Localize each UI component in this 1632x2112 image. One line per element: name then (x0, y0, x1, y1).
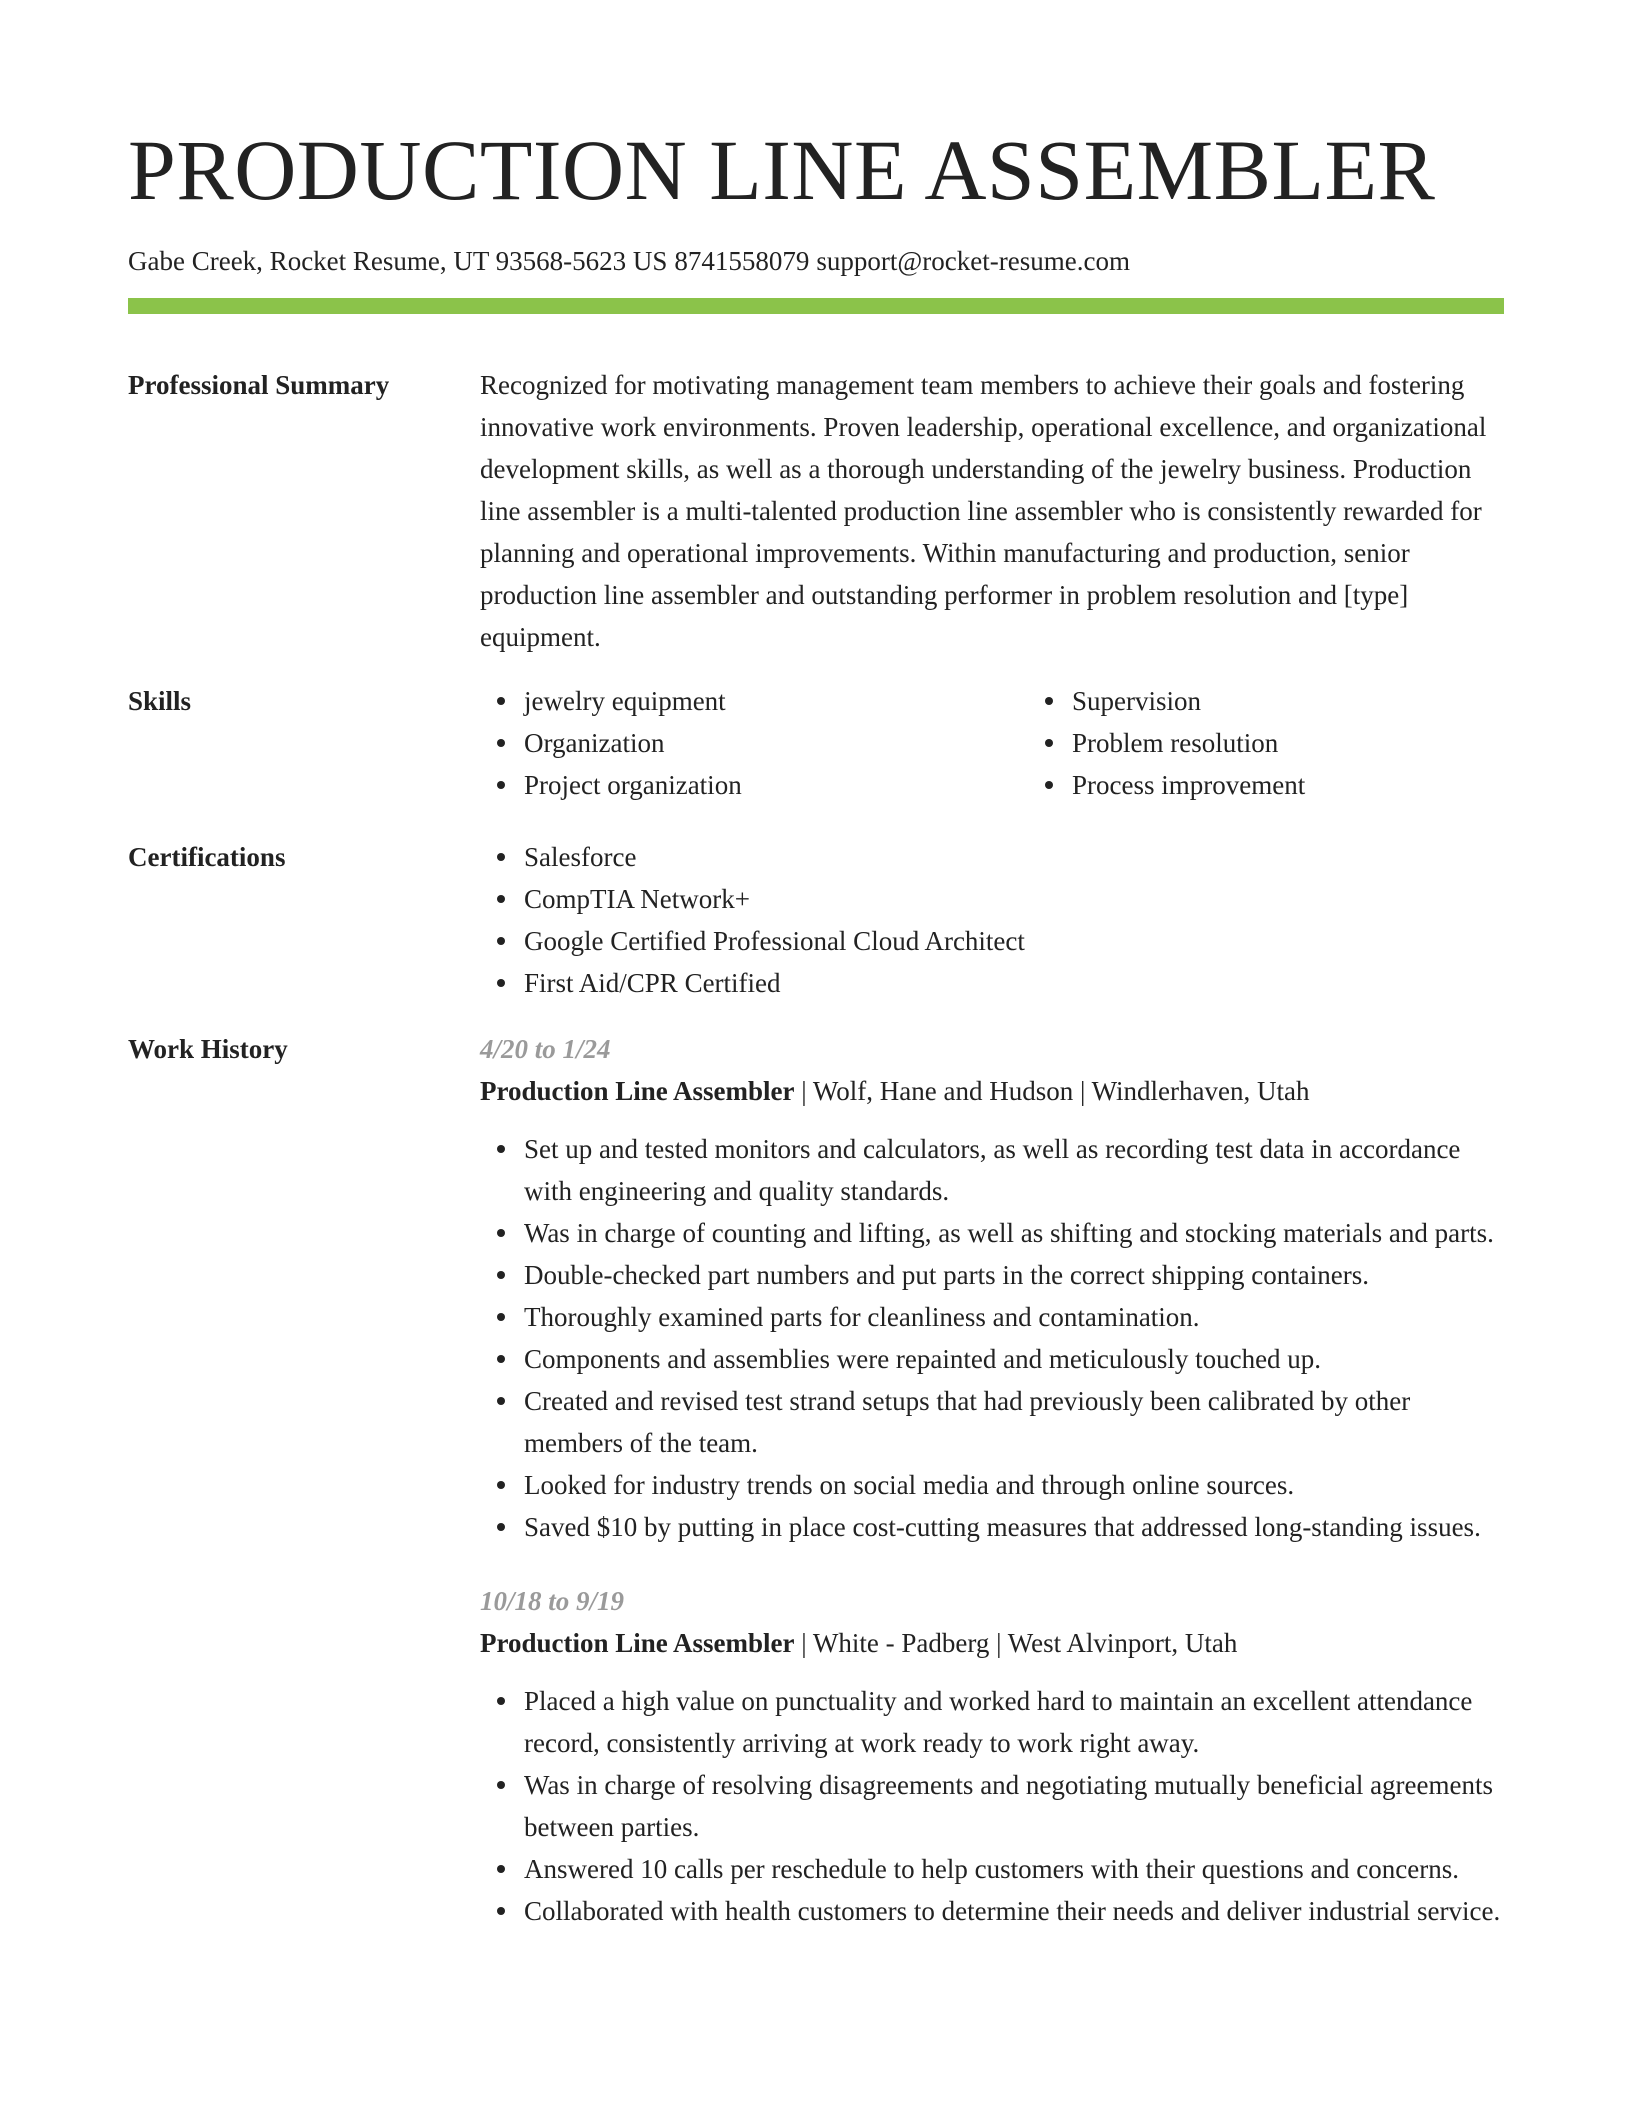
contact-address: Gabe Creek, Rocket Resume, UT 93568-5623 US (128, 246, 668, 276)
job-bullet: Double-checked part numbers and put parts in the correct shipping containers. (524, 1254, 1504, 1296)
skill-item: Organization (524, 722, 1028, 764)
certification-item: First Aid/CPR Certified (524, 962, 1504, 1004)
summary-text: Recognized for motivating management team members to achieve their goals and fostering innovative work environments. Proven leadership, operational excellence, and organizational development skills, as well as a thorough understanding of the jewelry business. Production line assembler is a multi-talented production line assembler who is consistently rewarded for planning and operational improvements. Within manufacturing and production, senior production line assembler and outstanding performer in problem resolution and [type] equipment. (480, 370, 1487, 652)
job-bullet: Placed a high value on punctuality and worked hard to maintain an excellent attendance record, consistently arriving at work ready to work right away. (524, 1680, 1504, 1764)
job-title: Production Line Assembler (480, 1628, 795, 1658)
certifications-section (128, 836, 1504, 1004)
certifications-heading: Certifications (128, 842, 286, 872)
certifications-list (480, 836, 1504, 1004)
skills-column-2 (1028, 680, 1576, 806)
job-bullet: Created and revised test strand setups that had previously been calibrated by other members of the team. (524, 1380, 1504, 1464)
job-bullet: Components and assemblies were repainted and meticulously touched up. (524, 1338, 1504, 1380)
job-bullets (480, 1680, 1504, 1932)
contact-line (128, 246, 1504, 276)
header-divider (128, 298, 1504, 314)
skill-item: Supervision (1072, 680, 1576, 722)
job-dates: 4/20 to 1/24 (480, 1034, 611, 1064)
skills-column-1 (480, 680, 1028, 806)
contact-email: support@rocket-resume.com (816, 246, 1130, 276)
contact-phone: 8741558079 (674, 246, 810, 276)
job-bullets (480, 1128, 1504, 1548)
job-bullet: Was in charge of counting and lifting, as well as shifting and stocking materials and parts. (524, 1212, 1504, 1254)
summary-section (128, 364, 1504, 658)
work-history-section (128, 1028, 1504, 1932)
job-bullet: Saved $10 by putting in place cost-cutting measures that addressed long-standing issues. (524, 1506, 1504, 1548)
job-title: Production Line Assembler (480, 1076, 795, 1106)
job-title-line (480, 1622, 1504, 1664)
certification-item: Google Certified Professional Cloud Architect (524, 920, 1504, 962)
job-bullet: Set up and tested monitors and calculators, as well as recording test data in accordance with engineering and quality standards. (524, 1128, 1504, 1212)
job-bullet: Was in charge of resolving disagreements and negotiating mutually beneficial agreements between parties. (524, 1764, 1504, 1848)
skill-item: Process improvement (1072, 764, 1576, 806)
skill-item: Problem resolution (1072, 722, 1576, 764)
resume-page (128, 0, 1504, 1932)
job-title-line (480, 1070, 1504, 1112)
skill-item: Project organization (524, 764, 1028, 806)
job-entry (480, 1028, 1504, 1548)
summary-heading: Professional Summary (128, 370, 390, 400)
summary-body (480, 364, 1504, 658)
resume-name: PRODUCTION LINE ASSEMBLER (128, 122, 1436, 218)
certification-item: CompTIA Network+ (524, 878, 1504, 920)
job-employer-location: | White - Padberg | West Alvinport, Utah (794, 1628, 1238, 1658)
job-bullet: Answered 10 calls per reschedule to help customers with their questions and concerns. (524, 1848, 1504, 1890)
skill-item: jewelry equipment (524, 680, 1028, 722)
job-bullet: Looked for industry trends on social media and through online sources. (524, 1464, 1504, 1506)
work-history-heading: Work History (128, 1034, 288, 1064)
skills-body (480, 680, 1576, 806)
job-bullet: Thoroughly examined parts for cleanliness and contamination. (524, 1296, 1504, 1338)
job-bullet: Collaborated with health customers to determine their needs and deliver industrial service. (524, 1890, 1504, 1932)
certification-item: Salesforce (524, 836, 1504, 878)
job-employer-location: | Wolf, Hane and Hudson | Windlerhaven, Utah (794, 1076, 1310, 1106)
work-history-body (480, 1028, 1504, 1932)
skills-section (128, 680, 1504, 806)
job-entry (480, 1580, 1504, 1932)
job-dates: 10/18 to 9/19 (480, 1586, 625, 1616)
certifications-body (480, 836, 1504, 1004)
skills-heading: Skills (128, 686, 192, 716)
